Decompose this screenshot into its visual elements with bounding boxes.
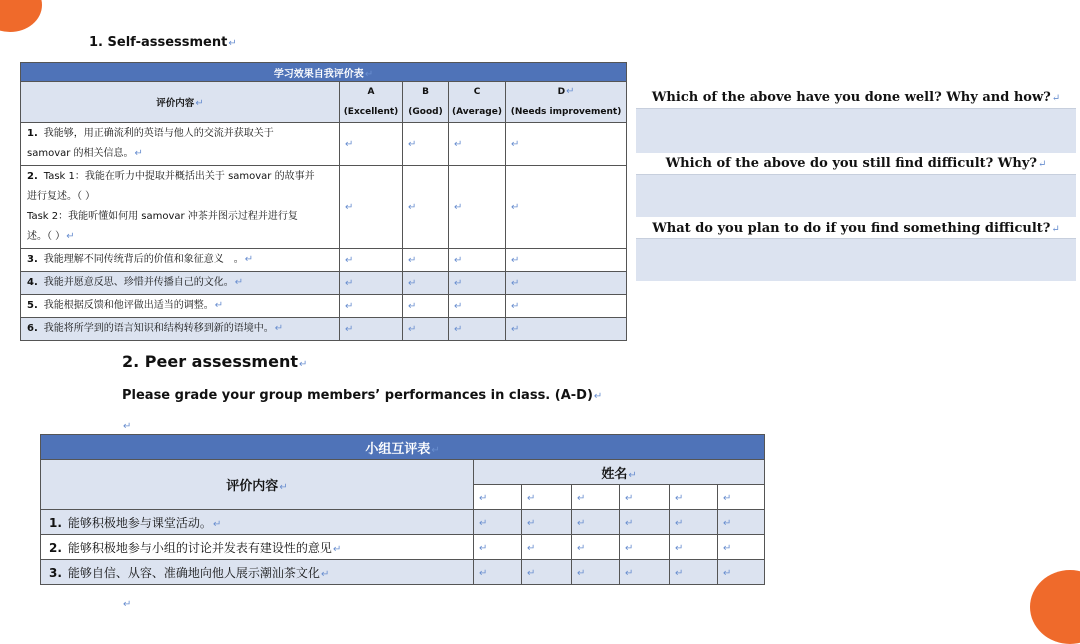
member-name-cell[interactable]: ↵ — [718, 485, 765, 510]
peer-assessment-heading: 2. Peer assessment↵ — [122, 352, 308, 371]
member-name-cell[interactable]: ↵ — [670, 485, 718, 510]
grade-cell[interactable]: ↵ — [506, 123, 627, 166]
peer-assessment-instruction: Please grade your group members’ performances in class. (A-D)↵ — [122, 388, 603, 403]
self-assessment-table-title: 学习效果自我评价表↵ — [21, 63, 627, 82]
grade-d-header: D↵ (Needs improvement) — [506, 82, 627, 123]
reflection-answer-box-3[interactable] — [636, 238, 1076, 281]
grade-cell[interactable]: ↵ — [670, 510, 718, 535]
self-assessment-row — [21, 123, 627, 166]
content-header: 评价内容↵ — [21, 82, 340, 123]
grade-cell[interactable]: ↵ — [340, 318, 403, 341]
reflection-answer-box-2[interactable] — [636, 174, 1076, 217]
self-assessment-item: 1. 我能够，用正确流利的英语与他人的交流并获取关于 samovar 的相关信息。↵ — [21, 123, 340, 166]
member-name-cell[interactable]: ↵ — [620, 485, 670, 510]
self-assessment-row — [21, 272, 627, 295]
empty-paragraph: ↵ — [123, 421, 132, 432]
grade-cell[interactable]: ↵ — [340, 249, 403, 272]
grade-cell[interactable]: ↵ — [620, 535, 670, 560]
grade-cell[interactable]: ↵ — [522, 560, 572, 585]
peer-assessment-row — [41, 535, 765, 560]
self-assessment-table — [20, 62, 627, 341]
grade-cell[interactable]: ↵ — [506, 249, 627, 272]
corner-decoration-bottom-right — [1030, 570, 1080, 644]
grade-cell[interactable]: ↵ — [572, 560, 620, 585]
peer-assessment-item: 3. 能够自信、从容、准确地向他人展示潮汕茶文化↵ — [41, 560, 474, 585]
grade-cell[interactable]: ↵ — [403, 318, 449, 341]
grade-cell[interactable]: ↵ — [474, 560, 522, 585]
grade-cell[interactable]: ↵ — [449, 295, 506, 318]
peer-content-header: 评价内容↵ — [41, 460, 474, 510]
self-assessment-row — [21, 249, 627, 272]
grade-cell[interactable]: ↵ — [522, 510, 572, 535]
grade-cell[interactable]: ↵ — [506, 318, 627, 341]
member-name-cell[interactable]: ↵ — [572, 485, 620, 510]
reflection-answer-box-1[interactable] — [636, 108, 1076, 153]
member-name-cell[interactable]: ↵ — [522, 485, 572, 510]
grade-c-header: C (Average) — [449, 82, 506, 123]
grade-cell[interactable]: ↵ — [403, 249, 449, 272]
self-assessment-item: 6. 我能将所学到的语言知识和结构转移到新的语境中。↵ — [21, 318, 340, 341]
grade-a-header: A (Excellent) — [340, 82, 403, 123]
grade-cell[interactable]: ↵ — [449, 272, 506, 295]
empty-paragraph: ↵ — [123, 599, 132, 610]
grade-cell[interactable]: ↵ — [340, 295, 403, 318]
grade-cell[interactable]: ↵ — [340, 272, 403, 295]
grade-cell[interactable]: ↵ — [620, 560, 670, 585]
grade-cell[interactable]: ↵ — [403, 272, 449, 295]
grade-cell[interactable]: ↵ — [506, 295, 627, 318]
grade-cell[interactable]: ↵ — [474, 535, 522, 560]
peer-assessment-item: 1. 能够积极地参与课堂活动。↵ — [41, 510, 474, 535]
grade-cell[interactable]: ↵ — [572, 535, 620, 560]
self-assessment-heading: 1. Self-assessment↵ — [89, 35, 237, 50]
reflection-question-2: Which of the above do you still find difficult? Why?↵ — [665, 156, 1047, 171]
grade-cell[interactable]: ↵ — [449, 249, 506, 272]
peer-assessment-table-title: 小组互评表↵ — [41, 435, 765, 460]
grade-cell[interactable]: ↵ — [340, 123, 403, 166]
grade-cell[interactable]: ↵ — [506, 272, 627, 295]
self-assessment-row — [21, 295, 627, 318]
grade-cell[interactable]: ↵ — [403, 166, 449, 249]
grade-cell[interactable]: ↵ — [718, 510, 765, 535]
grade-cell[interactable]: ↵ — [403, 295, 449, 318]
grade-b-header: B (Good) — [403, 82, 449, 123]
grade-cell[interactable]: ↵ — [718, 535, 765, 560]
grade-cell[interactable]: ↵ — [522, 535, 572, 560]
reflection-question-3: What do you plan to do if you find something difficult?↵ — [652, 221, 1060, 236]
self-assessment-item: 2. Task 1：我能在听力中提取并概括出关于 samovar 的故事并 进行复述。（ ） Task 2：我能听懂如何用 samovar 冲茶并图示过程并进行复 述。（ ）↵ — [21, 166, 340, 249]
grade-cell[interactable]: ↵ — [403, 123, 449, 166]
peer-assessment-item: 2. 能够积极地参与小组的讨论并发表有建设性的意见↵ — [41, 535, 474, 560]
grade-cell[interactable]: ↵ — [449, 318, 506, 341]
peer-assessment-row — [41, 510, 765, 535]
grade-cell[interactable]: ↵ — [340, 166, 403, 249]
corner-decoration-top-left — [0, 0, 42, 32]
self-assessment-item: 3. 我能理解不同传统背后的价值和象征意义 。↵ — [21, 249, 340, 272]
grade-cell[interactable]: ↵ — [474, 510, 522, 535]
peer-assessment-table — [40, 434, 765, 585]
grade-cell[interactable]: ↵ — [620, 510, 670, 535]
self-assessment-row — [21, 318, 627, 341]
grade-cell[interactable]: ↵ — [449, 166, 506, 249]
grade-cell[interactable]: ↵ — [718, 560, 765, 585]
grade-cell[interactable]: ↵ — [670, 560, 718, 585]
grade-cell[interactable]: ↵ — [572, 510, 620, 535]
peer-assessment-row — [41, 560, 765, 585]
name-header: 姓名↵ — [474, 460, 765, 485]
grade-cell[interactable]: ↵ — [506, 166, 627, 249]
grade-cell[interactable]: ↵ — [449, 123, 506, 166]
reflection-question-1: Which of the above have you done well? Why and how?↵ — [651, 90, 1061, 105]
self-assessment-row — [21, 166, 627, 249]
self-assessment-item: 5. 我能根据反馈和他评做出适当的调整。↵ — [21, 295, 340, 318]
self-assessment-item: 4. 我能并愿意反思、珍惜并传播自己的文化。↵ — [21, 272, 340, 295]
member-name-cell[interactable]: ↵ — [474, 485, 522, 510]
grade-cell[interactable]: ↵ — [670, 535, 718, 560]
